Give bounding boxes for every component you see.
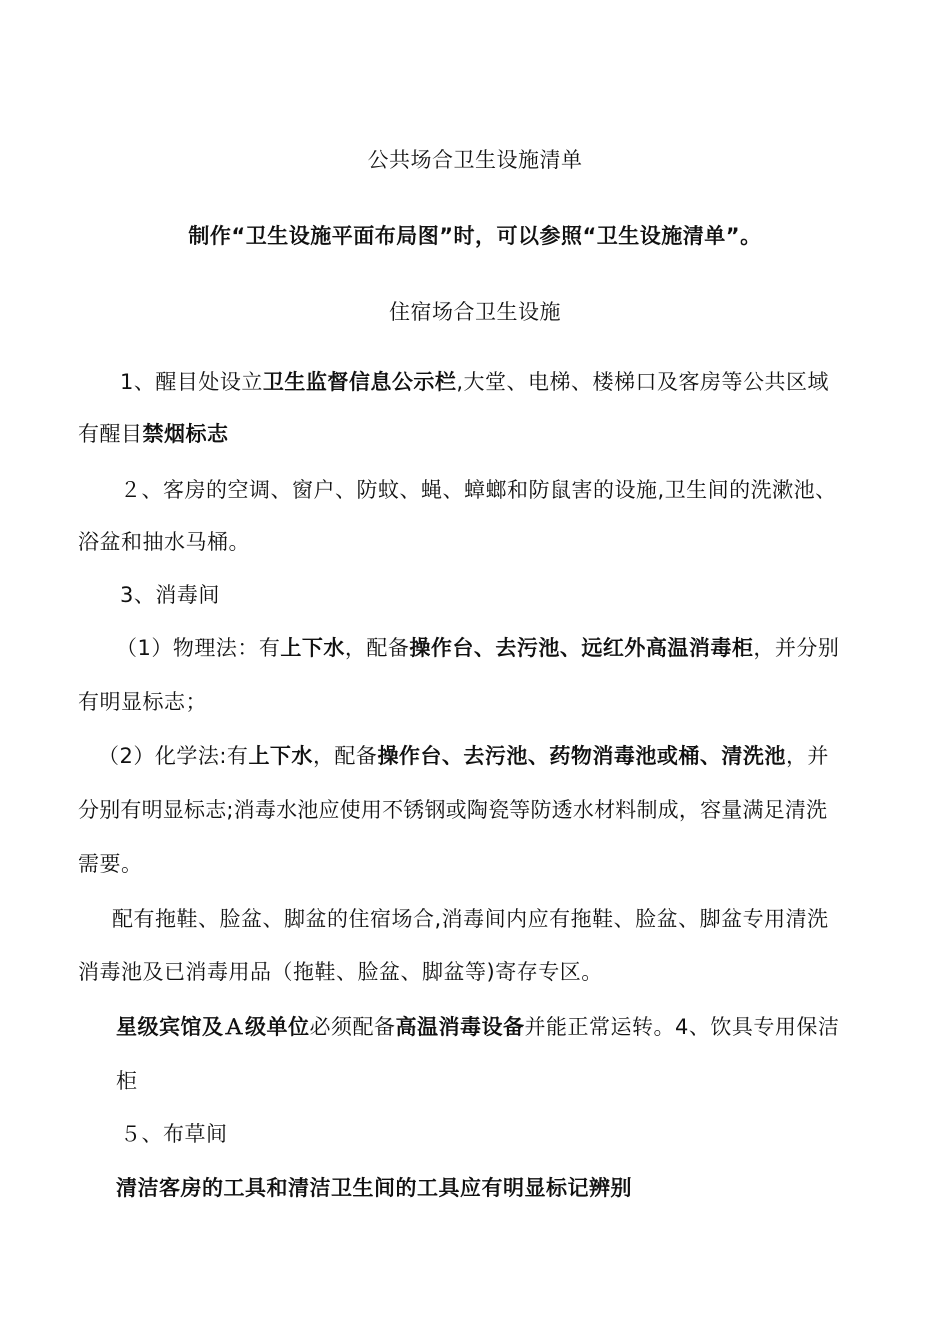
p4-text-3: ，并分别: [753, 636, 840, 660]
p1-text-1: 1、醒目处设立: [120, 370, 263, 394]
paragraph-9: 清洁客房的工具和清洁卫生间的工具应有明显标记辨别: [116, 1176, 632, 1200]
p4-text-1: （1）物理法：有: [116, 636, 281, 660]
paragraph-4-line-1: [116, 634, 839, 662]
paragraph-6-line-2: 消毒池及已消毒用品（拖鞋、脸盆、脚盆等)寄存专区。: [78, 960, 603, 984]
p4-text-2: ，配备: [344, 636, 410, 660]
p1-bold-1: 卫生监督信息公示栏: [262, 370, 457, 394]
p1-bold-2: 禁烟标志: [142, 422, 229, 446]
p5-bold-1: 上下水: [248, 744, 313, 768]
paragraph-7-line-1: [116, 1013, 839, 1041]
paragraph-2-line-2: 浴盆和抽水马桶。: [78, 530, 250, 554]
paragraph-8: ５、布草间: [120, 1122, 228, 1146]
paragraph-1-line-2: [78, 420, 229, 448]
p5-text-3: ，并: [785, 744, 829, 768]
paragraph-2-line-1: ２、客房的空调、窗户、防蚊、蝇、蟑螂和防鼠害的设施,卫生间的洗漱池、: [120, 478, 837, 502]
p4-bold-1: 上下水: [280, 636, 345, 660]
layout-note: 制作“卫生设施平面布局图”时，可以参照“卫生设施清单”。: [188, 224, 762, 248]
paragraph-6-line-1: 配有拖鞋、脸盆、脚盆的住宿场合,消毒间内应有拖鞋、脸盆、脚盆专用清洗: [112, 907, 829, 931]
paragraph-5-line-3: 需要。: [78, 852, 143, 876]
document-title: 公共场合卫生设施清单: [367, 148, 583, 172]
paragraph-5-line-2: 分别有明显标志;消毒水池应使用不锈钢或陶瓷等防透水材料制成，容量满足清洗: [78, 798, 828, 822]
p5-bold-2: 操作台、去污池、药物消毒池或桶、清洗池: [377, 744, 786, 768]
paragraph-1-line-1: [120, 368, 829, 396]
paragraph-5-line-1: [98, 742, 829, 770]
p7-text-1: 必须配备: [309, 1015, 396, 1039]
p7-bold-1: 星级宾馆及Ａ级单位: [116, 1015, 310, 1039]
p4-bold-2: 操作台、去污池、远红外高温消毒柜: [409, 636, 754, 660]
paragraph-4-line-2: 有明显标志；: [78, 690, 207, 714]
p1-text-2: ,大堂、电梯、楼梯口及客房等公共区域: [456, 370, 830, 394]
paragraph-7-line-2: 柜: [116, 1069, 138, 1093]
p5-text-1: （2）化学法:有: [98, 744, 249, 768]
p7-bold-2: 高温消毒设备: [395, 1015, 525, 1039]
section-title: 住宿场合卫生设施: [389, 300, 561, 324]
paragraph-3: 3、消毒间: [120, 583, 220, 607]
p7-text-2: 并能正常运转。4、饮具专用保洁: [524, 1015, 840, 1039]
p5-text-2: ，配备: [312, 744, 378, 768]
p1-text-3: 有醒目: [78, 422, 143, 446]
